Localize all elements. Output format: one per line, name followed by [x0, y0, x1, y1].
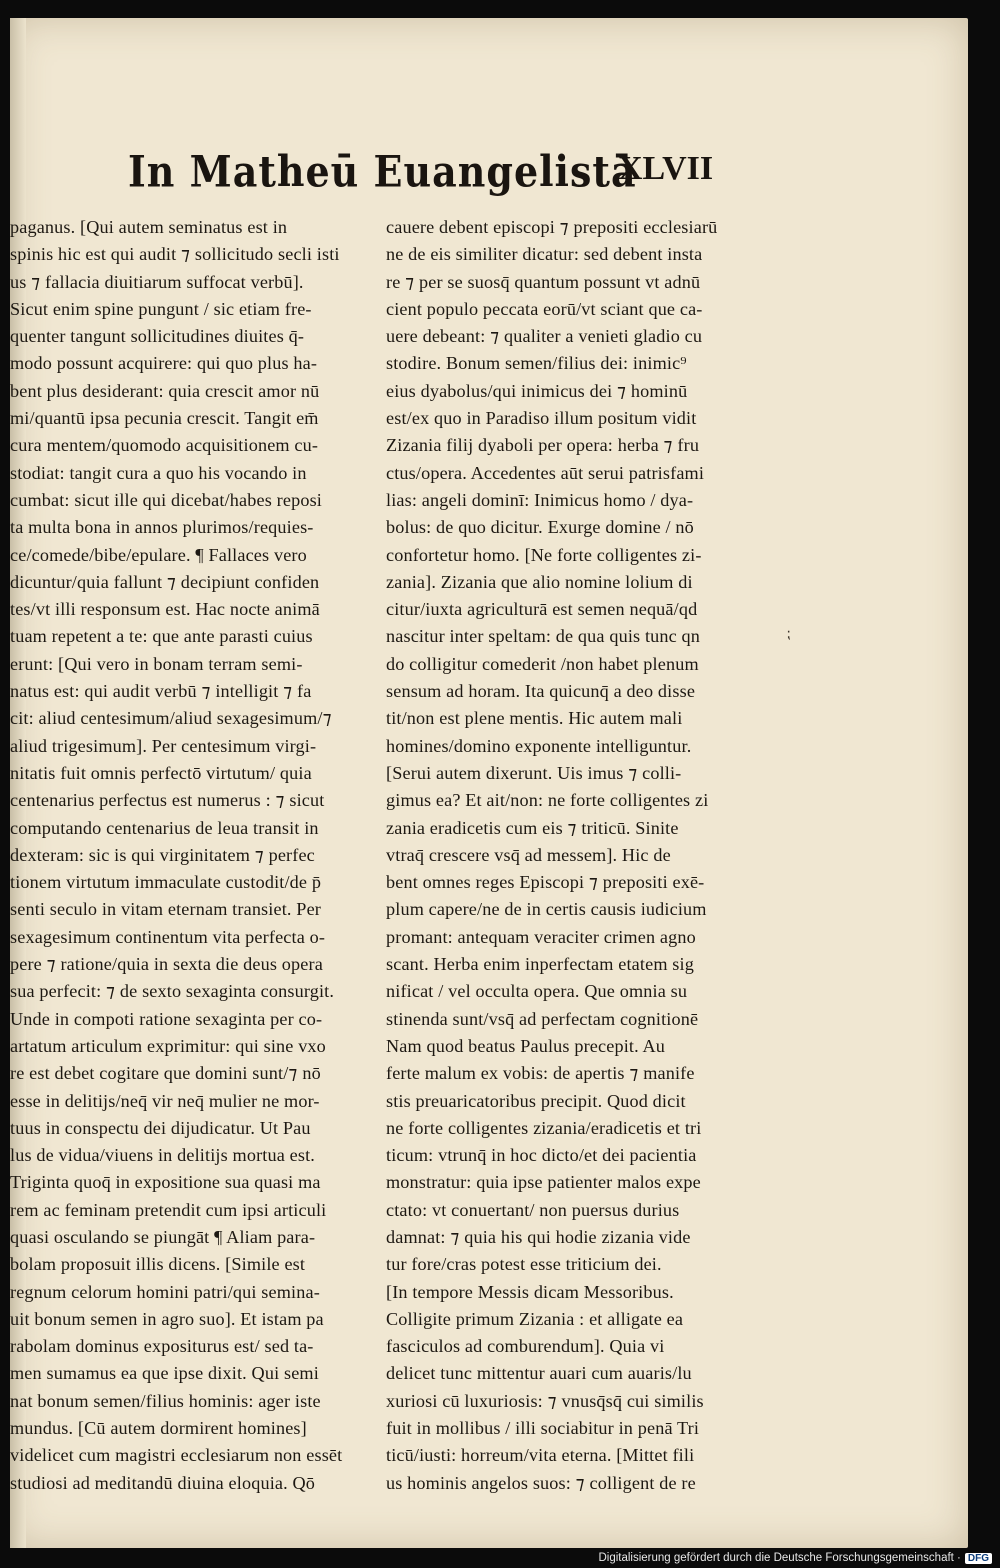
text-line: cura mentem/quomodo acquisitionem cu- — [10, 435, 319, 456]
text-line: re est debet cogitare que domini sunt/⁊ nō — [10, 1063, 321, 1084]
running-title: In Matheū Euangelistā — [128, 146, 637, 197]
text-line: re ⁊ per se suosq̄ quantum possunt vt adnū — [386, 271, 701, 292]
text-line: promant: antequam veraciter crimen agno — [386, 926, 696, 947]
text-line: quasi osculando se piungāt ¶ Aliam para- — [10, 1226, 316, 1247]
text-line: computando centenarius de leua transit in — [10, 817, 319, 838]
text-line: [Serui autem dixerunt. Uis imus ⁊ colli- — [386, 762, 682, 783]
text-line: zania]. Zizania que alio nomine lolium di — [386, 571, 693, 592]
text-line: mi/quantū ipsa pecunia crescit. Tangit em̄ — [10, 408, 319, 429]
text-line: citur/iuxta agriculturā est semen nequā/qd — [386, 599, 698, 620]
text-line: quenter tangunt sollicitudines diuites q̄- — [10, 326, 305, 347]
text-line: bolus: de quo dicitur. Exurge domine / nō — [386, 517, 694, 538]
text-line: sensum ad horam. Ita quicunq̄ a deo disse — [386, 681, 696, 702]
text-line: us hominis angelos suos: ⁊ colligent de re — [386, 1472, 696, 1493]
text-line: centenarius perfectus est numerus : ⁊ sicut — [10, 790, 325, 811]
text-line: Colligite primum Zizania : et alligate ea — [386, 1308, 684, 1329]
text-line: Unde in compoti ratione sexaginta per co- — [10, 1008, 323, 1029]
text-line: stodiat: tangit cura a quo his vocando in — [10, 462, 307, 483]
text-line: paganus. [Qui autem seminatus est in — [10, 217, 288, 237]
text-line: stodire. Bonum semen/filius dei: inimic⁹ — [386, 353, 687, 374]
text-line: pere ⁊ ratione/quia in sexta die deus opera — [10, 954, 323, 975]
text-line: us ⁊ fallacia diuitiarum suffocat verbū]. — [10, 271, 304, 292]
text-line: videlicet cum magistri ecclesiarum non essēt — [10, 1445, 343, 1466]
text-line: stis preuaricatoribus precipit. Quod dicit — [386, 1090, 686, 1111]
text-line: sexagesimum continentum vita perfecta o- — [10, 926, 326, 947]
text-line: men sumamus ea que ipse dixit. Qui semi — [10, 1363, 319, 1384]
text-line: dicuntur/quia fallunt ⁊ decipiunt confiden — [10, 571, 320, 592]
text-line: sua perfecit: ⁊ de sexto sexaginta consurgit. — [10, 981, 335, 1002]
text-line: mundus. [Cū autem dormirent homines] — [10, 1418, 307, 1439]
folio-number: XLVII — [618, 150, 714, 187]
text-line: bent omnes reges Episcopi ⁊ prepositi exē- — [386, 872, 705, 893]
text-line: rabolam dominus expositurus est/ sed ta- — [10, 1336, 314, 1357]
text-line: natus est: qui audit verbū ⁊ intelligit ⁊ fa — [10, 681, 312, 702]
text-line: tuus in conspectu dei dijudicatur. Ut Pau — [10, 1117, 311, 1138]
text-line: tuam repetent a te: que ante parasti cuius — [10, 626, 313, 647]
dfg-logo-icon: DFG — [965, 1553, 992, 1564]
text-line: rem ac feminam pretendit cum ipsi articuli — [10, 1199, 327, 1220]
text-line: ticū/iusti: horreum/vita eterna. [Mittet fili — [386, 1445, 695, 1466]
text-line: stinenda sunt/vsq̄ ad perfectam cognitionē — [386, 1008, 699, 1029]
text-line: ticum: vtrunq̄ in hoc dicto/et dei pacientia — [386, 1145, 697, 1166]
text-line: plum capere/ne de in certis causis iudicium — [386, 899, 707, 920]
text-line: bent plus desiderant: quia crescit amor nū — [10, 380, 320, 401]
text-line: scant. Herba enim inperfectam etatem sig — [386, 954, 694, 975]
text-line: dexteram: sic is qui virginitatem ⁊ perfec — [10, 844, 315, 865]
text-line: senti seculo in vitam eternam transiet. Per — [10, 899, 322, 920]
text-line: ferte malum ex vobis: de apertis ⁊ manife — [386, 1063, 695, 1084]
text-line: ce/comede/bibe/epulare. ¶ Fallaces vero — [10, 544, 307, 565]
credit-text: Digitalisierung gefördert durch die Deutsche Forschungsgemeinschaft · — [598, 1552, 961, 1564]
text-line: ne de eis similiter dicatur: sed debent insta — [386, 244, 703, 265]
margin-mark: ⁏ — [786, 627, 791, 642]
text-line: uit bonum semen in agro suo]. Et istam pa — [10, 1308, 324, 1329]
text-line: ta multa bona in annos plurimos/requies- — [10, 517, 314, 538]
text-line: ctus/opera. Accedentes aūt serui patrisfami — [386, 462, 705, 483]
text-line: esse in delitijs/neq̄ vir neq̄ mulier ne mor- — [10, 1090, 320, 1111]
text-line: nat bonum semen/filius hominis: ager iste — [10, 1390, 321, 1411]
text-line: Nam quod beatus Paulus precepit. Au — [386, 1035, 666, 1056]
text-column-right — [386, 214, 764, 1497]
text-column-left — [10, 214, 376, 1497]
text-line: Triginta quoq̄ in expositione sua quasi ma — [10, 1172, 321, 1193]
text-line: tur fore/cras potest esse triticium dei. — [386, 1254, 662, 1275]
text-line: damnat: ⁊ quia his qui hodie zizania vide — [386, 1226, 691, 1247]
text-line: modo possunt acquirere: qui quo plus ha- — [10, 353, 318, 374]
text-line: eius dyabolus/qui inimicus dei ⁊ hominū — [386, 380, 688, 401]
text-line: confortetur homo. [Ne forte colligentes zi- — [386, 544, 702, 565]
text-line: gimus ea? Et ait/non: ne forte colligentes zi — [386, 790, 709, 811]
funding-credit — [598, 1552, 992, 1564]
text-line: tit/non est plene mentis. Hic autem mali — [386, 708, 683, 729]
text-line: Sicut enim spine pungunt / sic etiam fre- — [10, 298, 312, 319]
page-header — [128, 146, 728, 206]
text-line: erunt: [Qui vero in bonam terram semi- — [10, 653, 303, 674]
text-line: homines/domino exponente intelliguntur. — [386, 735, 692, 756]
text-line: lus de vidua/viuens in delitijs mortua est. — [10, 1145, 315, 1166]
text-line: cumbat: sicut ille qui dicebat/habes reposi — [10, 489, 323, 510]
text-line: est/ex quo in Paradiso illum positum vidit — [386, 408, 697, 429]
text-line: cient populo peccata eorū/vt sciant que ca- — [386, 298, 703, 319]
text-line: nascitur inter speltam: de qua quis tunc qn — [386, 626, 701, 647]
text-line: monstratur: quia ipse patienter malos expe — [386, 1172, 701, 1193]
text-line: regnum celorum homini patri/qui semina- — [10, 1281, 320, 1302]
text-line: ne forte colligentes zizania/eradicetis et tri — [386, 1117, 702, 1138]
text-line: delicet tunc mittentur auari cum auaris/lu — [386, 1363, 692, 1384]
text-line: nitatis fuit omnis perfectō virtutum/ quia — [10, 762, 312, 783]
text-line: zania eradicetis cum eis ⁊ triticū. Sinite — [386, 817, 679, 838]
text-line: spinis hic est qui audit ⁊ sollicitudo secli isti — [10, 244, 340, 265]
text-line: tes/vt illi responsum est. Hac nocte animā — [10, 599, 320, 620]
book-page — [10, 18, 968, 1548]
text-line: xuriosi cū luxuriosis: ⁊ vnusq̄sq̄ cui similis — [386, 1390, 704, 1411]
text-line: uere debeant: ⁊ qualiter a venieti gladio cu — [386, 326, 703, 347]
text-line: cauere debent episcopi ⁊ prepositi ecclesiarū — [386, 217, 718, 237]
text-line: ctato: vt conuertant/ non puersus durius — [386, 1199, 680, 1220]
text-line: vtraq̄ crescere vsq̄ ad messem]. Hic de — [386, 844, 671, 865]
text-line: artatum articulum exprimitur: qui sine vxo — [10, 1035, 326, 1056]
text-line: aliud trigesimum]. Per centesimum virgi- — [10, 735, 317, 756]
text-line: [In tempore Messis dicam Messoribus. — [386, 1281, 674, 1302]
text-line: Zizania filij dyaboli per opera: herba ⁊ fru — [386, 435, 700, 456]
text-line: bolam proposuit illis dicens. [Simile est — [10, 1254, 306, 1275]
text-line: fasciculos ad comburendum]. Quia vi — [386, 1336, 665, 1357]
text-line: fuit in mollibus / illi sociabitur in penā Tri — [386, 1418, 700, 1439]
text-line: lias: angeli dominī: Inimicus homo / dya- — [386, 489, 694, 510]
text-line: cit: aliud centesimum/aliud sexagesimum/⁊ — [10, 708, 332, 729]
text-line: nificat / vel occulta opera. Que omnia su — [386, 981, 688, 1002]
text-line: do colligitur comederit /non habet plenum — [386, 653, 699, 674]
text-line: studiosi ad meditandū diuina eloquia. Qō — [10, 1472, 316, 1493]
text-line: tionem virtutum immaculate custodit/de p̄ — [10, 872, 322, 893]
